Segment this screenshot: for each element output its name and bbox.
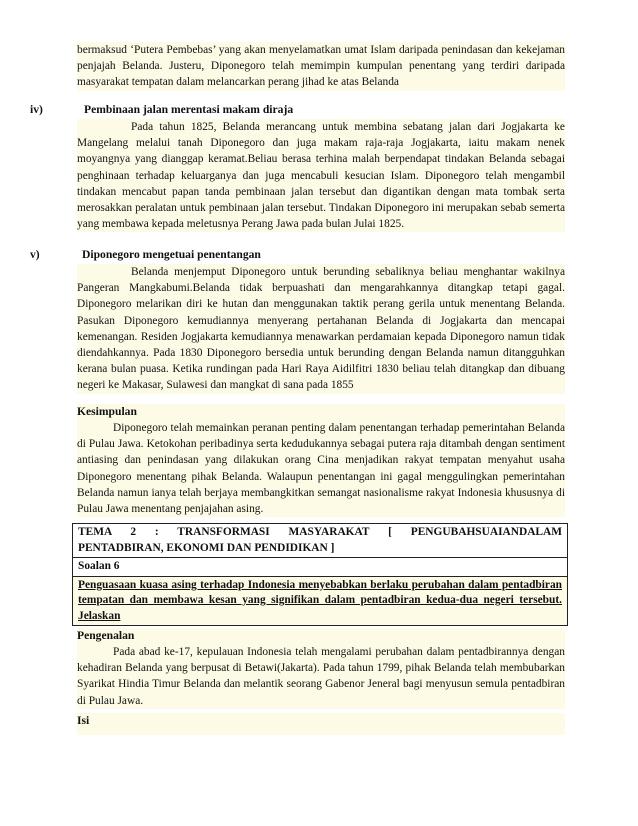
section-iv-title: Pembinaan jalan merentasi makam diraja (84, 103, 294, 116)
section-v-text: Belanda menjemput Diponegoro untuk berunding sebaliknya beliau menghantar wakilnya Pangeran Mangkabumi.Belanda tidak berpuashati dan mengarahkannya ditangkap tetapi gagal. Diponegoro melarikan diri ke hutan dan menggunakan taktik perang gerila untuk menentang Belanda. Pasukan Diponegoro kemudiannya menyerang pertahanan Belanda di Jogjakarta dan mencapai kemenangan. Residen Jogjakarta kemudiannya menawarkan perdamaian kepada Diponegoro namun tidak diendahkannya. Pada 1830 Diponegoro bersedia untuk berunding dengan Belanda namun ditangguhkan kerana bulan puasa. Ketika rundingan pada Hari Raya Aidilfitri 1830 beliau telah ditangkap dan dibuang negeri ke Makasar, Sulawesi dan mangkat di sana pada 1855 (77, 266, 565, 392)
theme-title (73, 524, 567, 557)
soalan-label: Soalan 6 (73, 557, 567, 576)
theme-box (72, 523, 568, 626)
kesimpulan-title: Kesimpulan (77, 405, 137, 418)
pengenalan-section (77, 628, 565, 709)
section-v-title: Diponegoro mengetuai penentangan (82, 248, 261, 261)
question-body: Penguasaan kuasa asing terhadap Indonesia menyebabkan berlaku perubahan dalam pentadbiran tempatan dan membawa kesan yang signifikan dalam pentadbiran kedua-dua negeri tersebut. Jelaskan (78, 578, 562, 622)
kesimpulan-section (77, 404, 565, 517)
section-v-marker: v) (30, 248, 40, 261)
pengenalan-text: Pada abad ke-17, kepulauan Indonesia telah mengalami perubahan dalam pentadbirannya dengan kehadiran Belanda yang berpusat di Betawi(Jakarta). Pada tahun 1799, pihak Belanda telah membubarkan Syarikat Hindia Timur Belanda dan melantik seorang Gabenor Jeneral bagi menyusun semula pentadbiran di Pulau Jawa. (77, 646, 565, 707)
section-iv-body (77, 119, 565, 232)
theme-title-line1: TEMA 2 : TRANSFORMASI MASYARAKAT [ PENGUBAHSUAIANDALAM (78, 526, 562, 538)
section-v-body (77, 264, 565, 394)
theme-title-line2: PENTADBIRAN, EKONOMI DAN PENDIDIKAN ] (78, 541, 335, 554)
kesimpulan-text: Diponegoro telah memainkan peranan penting dalam penentangan terhadap pemerintahan Belanda di Pulau Jawa. Ketokohan peribadinya serta kedudukannya sebagai putera raja ditambah dengan sentiment antiasing dan penindasan yang dilakukan orang Cina menjadikan rakyat tempatan menyahut usaha Diponegoro menentang pihak Belanda. Walaupun penentangan ini gagal menggulingkan pemerintahan Belanda namun ianya telah berjaya membangkitkan semangat nasionalisme rakyat Indonesia khususnya di Pulau Jawa menentang penjajahan asing. (77, 422, 565, 516)
isi-section (77, 713, 565, 735)
question-text (73, 576, 567, 626)
intro-text: bermaksud ‘Putera Pembebas’ yang akan menyelamatkan umat Islam daripada penindasan dan kekejaman penjajah Belanda. Justeru, Diponegoro telah memimpin kumpulan penentang yang terdiri daripada masyarakat tempatan dalam melancarkan perang jihad ke atas Belanda (77, 44, 565, 89)
section-iv-marker: iv) (30, 103, 43, 116)
intro-paragraph (77, 42, 565, 91)
section-iv-text: Pada tahun 1825, Belanda merancang untuk membina sebatang jalan dari Jogjakarta ke Mangelang melalui tanah Diponegoro dan juga makam raja-raja Jogjakarta, iaitu makam nenek moyangnya yang dianggap keramat.Beliau berasa terhina malah berpendapat tindakan Belanda sebagai penghinaan terhadap keluarganya dan juga mencabuli kesucian Islam. Diponegoro telah mengambil tindakan mencabut papan tanda pembinaan jalan tersebut dan digantikan dengan mata tombak serta merosakkan peralatan untuk pembinaan jalan tersebut. Tindakan Diponegoro ini merupakan sebab semerta yang membawa kepada meletusnya Perang Jawa pada bulan Julai 1825. (77, 121, 565, 231)
pengenalan-title: Pengenalan (77, 629, 135, 642)
isi-title: Isi (77, 714, 90, 727)
